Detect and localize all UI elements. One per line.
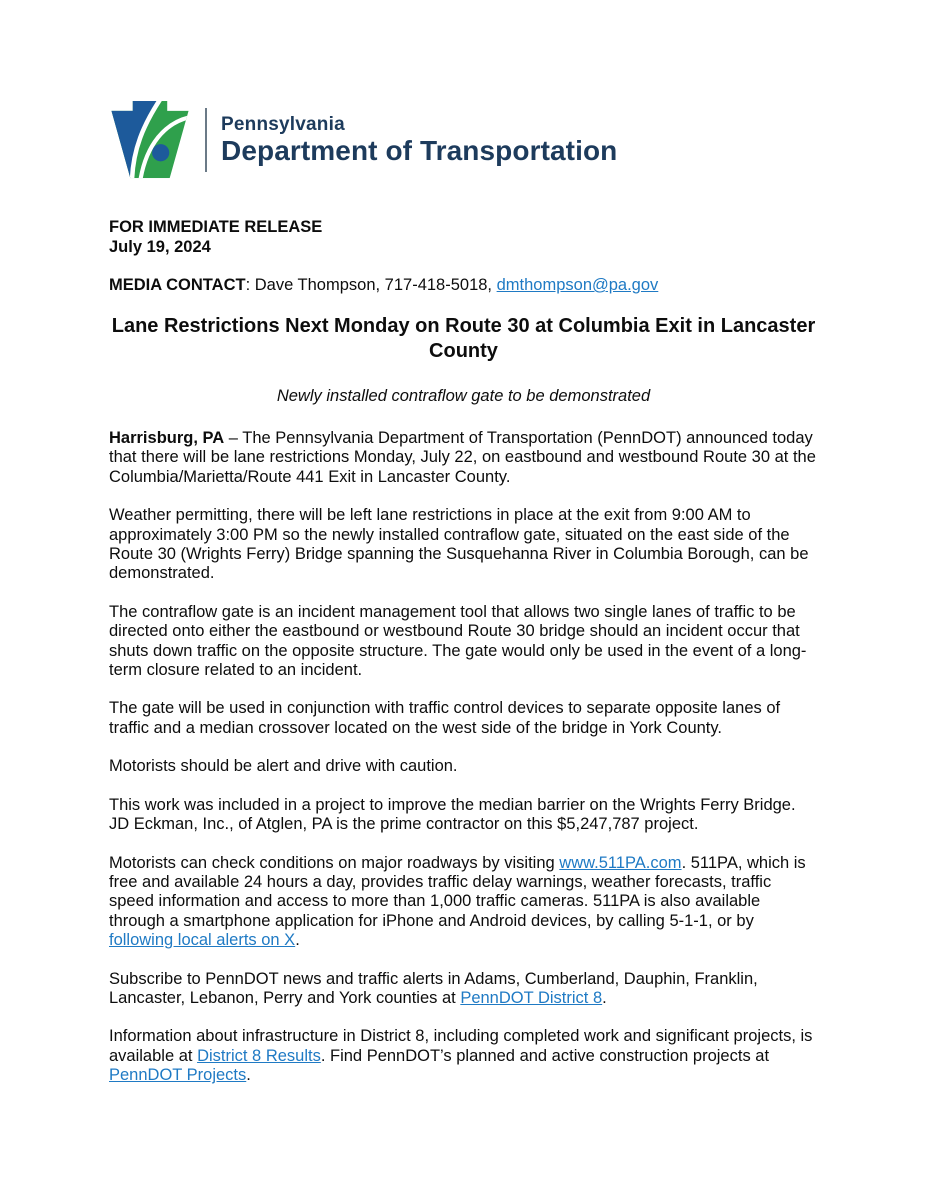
body-text: . (246, 1066, 251, 1085)
body-paragraph (109, 1027, 818, 1085)
logo-text-pennsylvania: Pennsylvania (221, 114, 345, 135)
link-district-8-results[interactable]: District 8 Results (197, 1046, 321, 1065)
media-contact-label: MEDIA CONTACT (109, 276, 246, 294)
body-paragraph (109, 854, 818, 951)
body-text: . (602, 988, 607, 1007)
penndot-keystone-icon (109, 100, 191, 180)
body-text: Weather permitting, there will be left lane restrictions in place at the exit from 9:00 AM to approximately 3:00 PM so the newly installed contraflow gate, situated on the east side of the Route 30 (Wrights Ferry) Bridge spanning the Susquehanna River in Columbia Borough, can be demonstrated. (109, 506, 809, 583)
bold-text: Harrisburg, PA (109, 429, 225, 447)
body-paragraph (109, 603, 818, 681)
body-text: – The Pennsylvania Department of Transportation (PennDOT) announced today that there will be lane restrictions Monday, July 22, on eastbound and westbound Route 30 at the Columbia/Marietta/Route 441 Exit in Lancaster County. (109, 429, 816, 486)
body-text: Information about infrastructure in District 8, including completed work and significant projects, is available at (109, 1027, 813, 1065)
body-text: . 511PA, which is free and available 24 hours a day, provides traffic delay warnings, weather forecasts, traffic speed information and access to more than 1,000 traffic cameras. 511PA is also available through a smartphone application for iPhone and Android devices, by calling 5-1-1, or by (109, 853, 806, 930)
subheadline: Newly installed contraflow gate to be demonstrated (276, 386, 651, 405)
body-text: Subscribe to PennDOT news and traffic alerts in Adams, Cumberland, Dauphin, Franklin, Lancaster, Lebanon, Perry and York counties at (109, 969, 758, 1007)
logo-wordmark (221, 114, 617, 166)
body-paragraph (109, 506, 818, 584)
body-text: . Find PennDOT’s planned and active construction projects at (320, 1046, 770, 1065)
link-local-alerts-x[interactable]: following local alerts on X (109, 931, 296, 950)
media-contact-text: : Dave Thompson, 717-418-5018, (245, 276, 497, 294)
body-paragraph (109, 796, 818, 835)
body-paragraph (109, 757, 818, 776)
logo-divider (205, 108, 207, 172)
body-text: . (295, 931, 300, 950)
link-penndot-projects[interactable]: PennDOT Projects (109, 1066, 247, 1085)
body-paragraph (109, 970, 818, 1009)
release-block (109, 218, 818, 257)
penndot-logo (109, 100, 818, 180)
headline: Lane Restrictions Next Monday on Route 30 at Columbia Exit in Lancaster County (111, 314, 816, 362)
body-text: The contraflow gate is an incident management tool that allows two single lanes of traffic to be directed onto either the eastbound or westbound Route 30 bridge should an incident occur that shuts down traffic on the opposite structure. The gate would only be used in the event of a long-term closure related to an incident. (109, 602, 807, 680)
link-penndot-district-8[interactable]: PennDOT District 8 (460, 988, 603, 1007)
media-contact-line (109, 276, 818, 296)
media-contact-email-link[interactable]: dmthompson@pa.gov (496, 276, 659, 294)
body-text: This work was included in a project to improve the median barrier on the Wrights Ferry Bridge. JD Eckman, Inc., of Atglen, PA is the prime contractor on this $5,247,787 project. (109, 795, 796, 834)
body-paragraph (109, 429, 818, 487)
logo-text-department: Department of Transportation (221, 135, 618, 166)
release-date: July 19, 2024 (109, 237, 211, 256)
press-release-body (109, 429, 818, 1086)
body-text: Motorists can check conditions on major roadways by visiting (109, 853, 560, 872)
body-paragraph (109, 699, 818, 738)
link-511pa[interactable]: www.511PA.com (559, 853, 682, 872)
body-text: Motorists should be alert and drive with caution. (109, 757, 458, 776)
release-label: FOR IMMEDIATE RELEASE (109, 218, 323, 236)
body-text: The gate will be used in conjunction with traffic control devices to separate opposite lanes of traffic and a median crossover located on the west side of the bridge in York County. (109, 699, 781, 737)
